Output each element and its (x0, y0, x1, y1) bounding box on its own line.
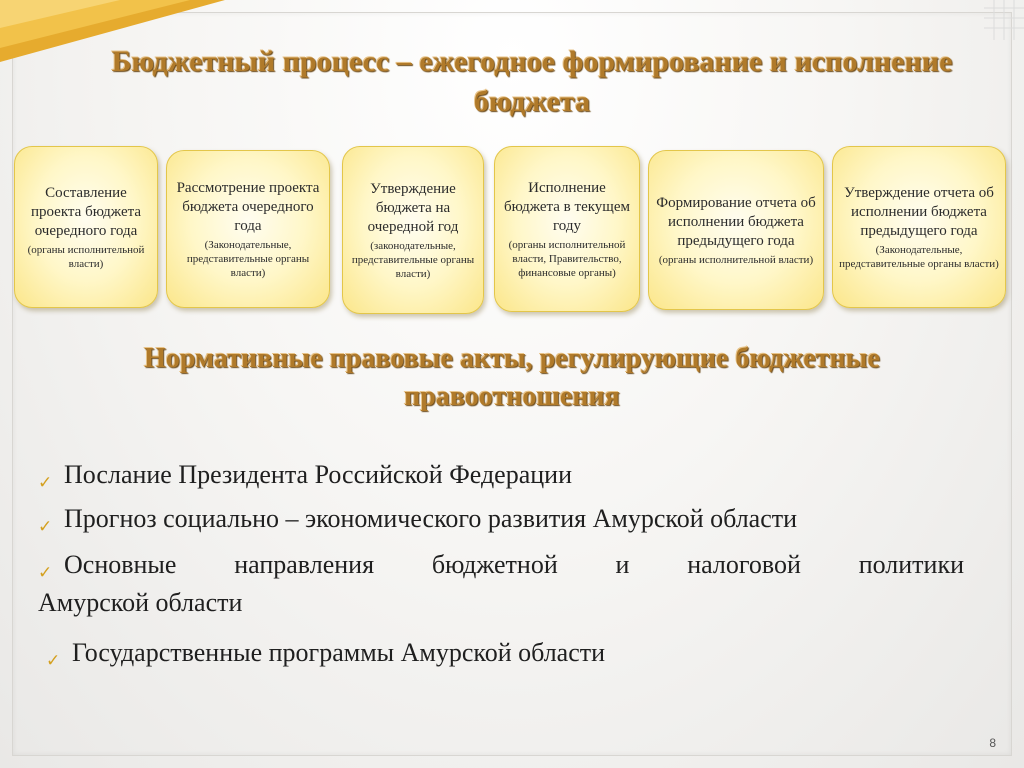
list-item-text: Государственные программы Амурской области (72, 638, 606, 667)
corner-grid-decoration (984, 0, 1024, 40)
slide-title: Бюджетный процесс – ежегодное формирование и исполнение бюджета (111, 45, 953, 118)
list-item-text: Послание Президента Российской Федерации (64, 460, 572, 489)
stage-box-5 (648, 150, 824, 310)
stage-box-4 (494, 146, 640, 312)
stage-label: Формирование отчета об исполнении бюджета предыдущего года (656, 194, 816, 249)
list-item (38, 456, 964, 494)
acts-list (38, 456, 964, 672)
list-item-text: Основные направления бюджетной и налоговой политики (64, 550, 964, 579)
stage-label: Составление проекта бюджета очередного года (30, 184, 142, 239)
stage-label: Исполнение бюджета в текущем году (504, 179, 630, 234)
stage-box-6 (832, 146, 1006, 308)
section-heading: Нормативные правовые акты, регулирующие бюджетные правоотношения (144, 343, 880, 412)
stage-box-3 (342, 146, 484, 314)
page-number: 8 (989, 736, 996, 750)
stage-note: (органы исполнительной власти) (658, 253, 814, 266)
stage-label: Утверждение бюджета на очередной год (367, 180, 459, 235)
stage-box-1 (14, 146, 158, 308)
stage-note: (Законодательные, представительные органы власти) (186, 238, 310, 279)
checkmark-icon: ✓ (38, 517, 53, 537)
checkmark-icon: ✓ (46, 651, 61, 671)
stage-note: (Законодательные, представительные органы власти) (839, 243, 999, 270)
stage-note: (законодательные, представительные органы власти) (351, 239, 475, 280)
checkmark-icon: ✓ (38, 473, 53, 493)
stage-note: (органы исполнительной власти, Правительство, финансовые органы) (508, 238, 626, 279)
stage-label: Рассмотрение проекта бюджета очередного года (176, 179, 320, 234)
stage-box-2 (166, 150, 330, 308)
list-item (38, 494, 964, 544)
list-item (38, 544, 964, 622)
list-item-text-continued: Амурской области (38, 588, 243, 617)
checkmark-icon: ✓ (38, 563, 53, 583)
stage-label: Утверждение отчета об исполнении бюджета предыдущего года (844, 184, 994, 239)
stage-note: (органы исполнительной власти) (27, 243, 145, 270)
list-item-text: Прогноз социально – экономического развития Амурской области (64, 504, 798, 533)
list-item (38, 634, 964, 672)
